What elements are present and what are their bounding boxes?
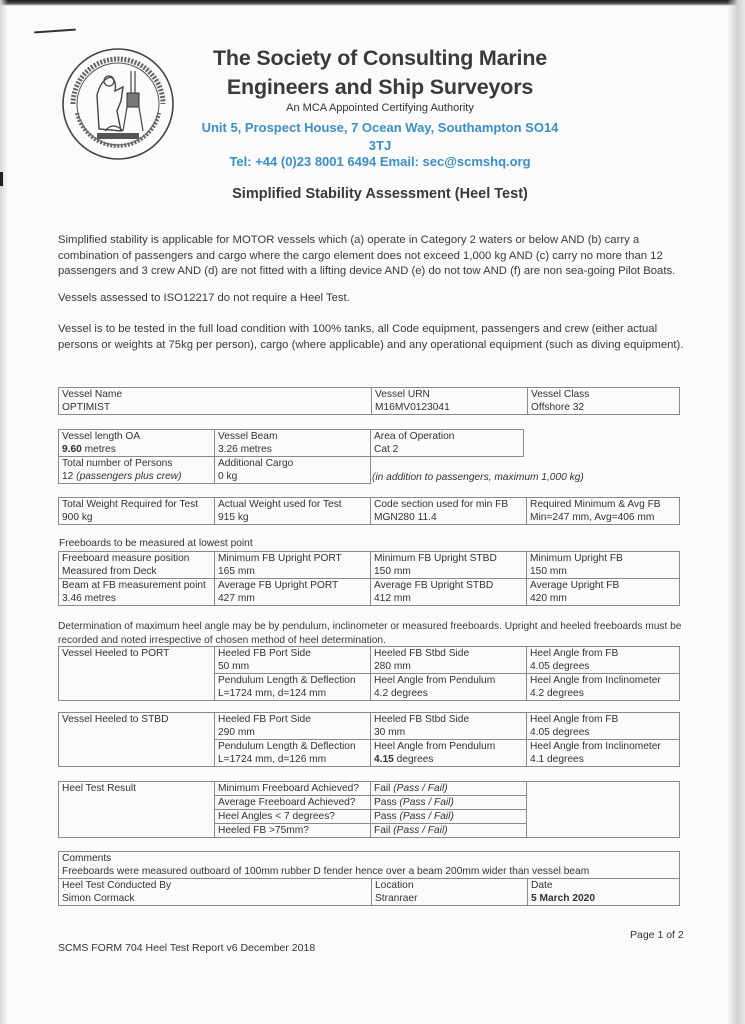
result-answer: Pass	[374, 797, 397, 808]
pendulum-value: L=1724 mm, d=124 mm	[218, 688, 327, 699]
field-label: Comments	[62, 853, 112, 864]
field-label: Vessel Beam	[218, 431, 278, 442]
actual-weight-cell[interactable]	[215, 498, 371, 525]
scan-edge-top	[0, 0, 745, 6]
organisation-title-line2: Engineers and Ship Surveyors	[226, 75, 534, 99]
field-label: Heeled FB Stbd Side	[374, 648, 470, 659]
heeled-fb-stbd-cell[interactable]	[371, 647, 527, 674]
heel-stbd-title-cell	[59, 713, 215, 767]
scan-edge-left	[0, 0, 8, 1024]
section-title: Vessel Heeled to PORT	[62, 648, 170, 659]
result-answer-cell[interactable]	[371, 824, 527, 838]
field-label: Heeled FB Port Side	[218, 648, 311, 659]
vessel-urn-cell[interactable]	[372, 388, 528, 415]
heeled-fb-stbd-value: 30 mm	[374, 727, 406, 738]
freeboards-caption: Freeboards to be measured at lowest point	[59, 538, 253, 549]
date-cell[interactable]	[528, 879, 680, 906]
location-cell[interactable]	[372, 879, 528, 906]
organisation-title	[190, 44, 570, 102]
heel-angle-pendulum-cell[interactable]	[371, 674, 527, 701]
field-label: Minimum FB Upright STBD	[374, 553, 497, 564]
iso-paragraph: Vessels assessed to ISO12217 do not require a Heel Test.	[58, 292, 350, 304]
result-options-hint: (Pass / Fail)	[399, 797, 454, 808]
vessel-class-cell[interactable]	[528, 388, 680, 415]
required-fb-cell[interactable]	[527, 498, 680, 525]
heel-port-title-cell	[59, 647, 215, 701]
beam-at-fb-cell[interactable]	[59, 579, 215, 606]
section-title: Vessel Heeled to STBD	[62, 714, 169, 725]
avg-fb-port-value: 427 mm	[218, 593, 255, 604]
required-weight-value: 900 kg	[62, 512, 93, 523]
result-title-cell	[59, 782, 215, 838]
result-blank-cell	[527, 782, 680, 838]
conducted-by-cell[interactable]	[59, 879, 372, 906]
field-label: Beam at FB measurement point	[62, 580, 206, 591]
heel-angle-pendulum-value: 4.2 degrees	[374, 688, 428, 699]
min-fb-port-cell[interactable]	[215, 552, 371, 579]
field-label: Area of Operation	[374, 431, 455, 442]
vessel-name-cell[interactable]	[59, 388, 372, 415]
field-label: Pendulum Length & Deflection	[218, 741, 356, 752]
min-fb-value: 150 mm	[530, 566, 567, 577]
pendulum-cell[interactable]	[215, 740, 371, 767]
heel-determination-note: Determination of maximum heel angle may be by pendulum, inclinometer or measured freeboards. Upright and heeled freeboards must be recorded and noted irrespective of chosen method of heel determination.	[58, 621, 682, 646]
vessel-class-value: Offshore 32	[531, 402, 585, 413]
address-line1: Unit 5, Prospect House, 7 Ocean Way, Southampton SO14	[201, 120, 559, 135]
field-label: Vessel Name	[62, 389, 123, 400]
cargo-value: 0 kg	[218, 471, 238, 482]
field-label: Freeboard measure position	[62, 553, 190, 564]
field-label: Vessel length OA	[62, 431, 141, 442]
required-fb-value: Min=247 mm, Avg=406 mm	[530, 512, 655, 523]
field-label: Required Minimum & Avg FB	[530, 499, 661, 510]
avg-fb-stbd-cell[interactable]	[371, 579, 527, 606]
heel-port-table	[58, 646, 680, 701]
heel-angle-fb-cell[interactable]	[527, 713, 680, 740]
pendulum-value: L=1724 mm, d=126 mm	[218, 754, 327, 765]
heel-angle-fb-value: 4.05 degrees	[530, 661, 590, 672]
cargo-cell[interactable]	[215, 457, 371, 484]
avg-fb-cell[interactable]	[527, 579, 680, 606]
result-question: Heeled FB >75mm?	[215, 824, 371, 838]
field-label: Additional Cargo	[218, 458, 294, 469]
organisation-contact: Tel: +44 (0)23 8001 6494 Email: sec@scmshq.org	[229, 154, 531, 169]
result-answer-cell[interactable]	[371, 810, 527, 824]
heeled-fb-port-value: 50 mm	[218, 661, 250, 672]
result-answer: Fail	[374, 783, 391, 794]
heeled-fb-port-value: 290 mm	[218, 727, 255, 738]
location-value: Stranraer	[375, 893, 418, 904]
field-label: Minimum FB Upright PORT	[218, 553, 342, 564]
heel-test-result-table	[58, 781, 680, 838]
comments-table	[58, 851, 680, 906]
code-section-cell[interactable]	[371, 498, 527, 525]
heeled-fb-stbd-value: 280 mm	[374, 661, 411, 672]
vessel-urn-value: M16MV0123041	[375, 402, 450, 413]
result-options-hint: (Pass / Fail)	[393, 783, 448, 794]
organisation-title-line1: The Society of Consulting Marine	[212, 46, 548, 70]
measure-position-value: Measured from Deck	[62, 566, 157, 577]
avg-fb-port-cell[interactable]	[215, 579, 371, 606]
result-answer: Fail	[374, 825, 391, 836]
applicability-paragraph: Simplified stability is applicable for MOTOR vessels which (a) operate in Category 2 waters or below AND (b) carry a combination of passengers and cargo where the cargo element does not exceed 1,000 kg AND (c) carry no more than 12 passengers and 3 crew AND (d) are not fitted with a lifting device AND (e) do not tow AND (f) are non sea-going Pilot Boats.	[58, 234, 676, 277]
heel-angle-inclinometer-cell[interactable]	[527, 674, 680, 701]
field-label: Actual Weight used for Test	[218, 499, 342, 510]
beam-cell[interactable]	[215, 430, 371, 457]
result-question: Heel Angles < 7 degrees?	[215, 810, 371, 824]
field-label: Heel Test Conducted By	[62, 880, 172, 891]
result-answer: Pass	[374, 811, 397, 822]
field-label: Date	[531, 880, 553, 891]
page-number: Page 1 of 2	[630, 929, 684, 941]
heel-angle-pendulum-cell[interactable]	[371, 740, 527, 767]
heel-angle-fb-cell[interactable]	[527, 647, 680, 674]
required-weight-cell[interactable]	[59, 498, 215, 525]
field-label: Heel Angle from Inclinometer	[530, 675, 661, 686]
min-fb-cell[interactable]	[527, 552, 680, 579]
cargo-note: (in addition to passengers, maximum 1,000 kg)	[372, 472, 584, 483]
test-weights-table	[58, 497, 680, 525]
form-title: Simplified Stability Assessment (Heel Test)	[232, 186, 528, 202]
persons-cell[interactable]	[59, 457, 215, 484]
field-label: Average FB Upright PORT	[218, 580, 339, 591]
result-question: Average Freeboard Achieved?	[215, 796, 371, 810]
field-label: Heel Angle from Pendulum	[374, 741, 496, 752]
heel-angle-pendulum-value: 4.15 degrees	[374, 754, 434, 765]
heel-angle-inclinometer-value: 4.2 degrees	[530, 688, 584, 699]
freeboards-table	[58, 551, 680, 606]
area-value: Cat 2	[374, 444, 399, 455]
field-label: Total Weight Required for Test	[62, 499, 199, 510]
code-section-value: MGN280 11.4	[374, 512, 437, 523]
organisation-subtitle: An MCA Appointed Certifying Authority	[286, 102, 474, 114]
vessel-identity-table	[58, 387, 680, 415]
pen-mark	[34, 29, 76, 34]
vessel-name-value: OPTIMIST	[62, 402, 111, 413]
beam-value: 3.26 metres	[218, 444, 272, 455]
result-answer-cell[interactable]	[371, 796, 527, 810]
heeled-fb-port-cell[interactable]	[215, 713, 371, 740]
organisation-address	[190, 119, 570, 155]
conducted-by-value: Simon Cormack	[62, 893, 135, 904]
address-line2: 3TJ	[368, 138, 392, 153]
heel-stbd-table	[58, 712, 680, 767]
comments-text: Freeboards were measured outboard of 100mm rubber D fender hence over a beam 200mm wider than vessel beam	[62, 866, 590, 877]
persons-value: 12 (passengers plus crew)	[62, 471, 182, 482]
scan-mark	[0, 172, 3, 186]
society-seal-icon	[61, 47, 175, 161]
heel-angle-inclinometer-cell[interactable]	[527, 740, 680, 767]
field-label: Code section used for min FB	[374, 499, 509, 510]
min-fb-port-value: 165 mm	[218, 566, 255, 577]
field-label: Vessel URN	[375, 389, 430, 400]
field-label: Vessel Class	[531, 389, 590, 400]
beam-at-fb-value: 3.46 metres	[62, 593, 116, 604]
field-label: Average FB Upright STBD	[374, 580, 494, 591]
field-label: Heel Angle from FB	[530, 648, 619, 659]
area-cell[interactable]	[371, 430, 524, 457]
field-label: Average Upright FB	[530, 580, 620, 591]
field-label: Pendulum Length & Deflection	[218, 675, 356, 686]
form-identifier: SCMS FORM 704 Heel Test Report v6 December 2018	[58, 942, 316, 954]
field-label: Heel Angle from FB	[530, 714, 619, 725]
avg-fb-stbd-value: 412 mm	[374, 593, 411, 604]
heeled-fb-stbd-cell[interactable]	[371, 713, 527, 740]
test-condition-paragraph: Vessel is to be tested in the full load condition with 100% tanks, all Code equipment, passengers and crew (either actual persons or weights at 75kg per person), cargo (where applicable) and any operational equipment (such as diving equipment).	[58, 323, 684, 351]
length-cell[interactable]	[59, 430, 215, 457]
field-label: Heel Angle from Pendulum	[374, 675, 496, 686]
actual-weight-value: 915 kg	[218, 512, 249, 523]
field-label: Heeled FB Port Side	[218, 714, 311, 725]
result-answer-cell[interactable]	[371, 782, 527, 796]
result-question: Minimum Freeboard Achieved?	[215, 782, 371, 796]
field-label: Location	[375, 880, 414, 891]
scan-edge-right	[727, 0, 745, 1024]
measure-position-cell[interactable]	[59, 552, 215, 579]
section-title: Heel Test Result	[62, 783, 136, 794]
field-label: Minimum Upright FB	[530, 553, 623, 564]
result-options-hint: (Pass / Fail)	[399, 811, 454, 822]
field-label: Heeled FB Stbd Side	[374, 714, 470, 725]
comments-cell[interactable]	[59, 852, 680, 879]
min-fb-stbd-value: 150 mm	[374, 566, 411, 577]
field-label: Heel Angle from Inclinometer	[530, 741, 661, 752]
result-options-hint: (Pass / Fail)	[393, 825, 448, 836]
pendulum-cell[interactable]	[215, 674, 371, 701]
date-value: 5 March 2020	[531, 893, 595, 904]
avg-fb-value: 420 mm	[530, 593, 567, 604]
length-value: 9.60 metres	[62, 444, 116, 455]
min-fb-stbd-cell[interactable]	[371, 552, 527, 579]
heel-angle-inclinometer-value: 4.1 degrees	[530, 754, 584, 765]
heel-angle-fb-value: 4.05 degrees	[530, 727, 590, 738]
heeled-fb-port-cell[interactable]	[215, 647, 371, 674]
field-label: Total number of Persons	[62, 458, 173, 469]
